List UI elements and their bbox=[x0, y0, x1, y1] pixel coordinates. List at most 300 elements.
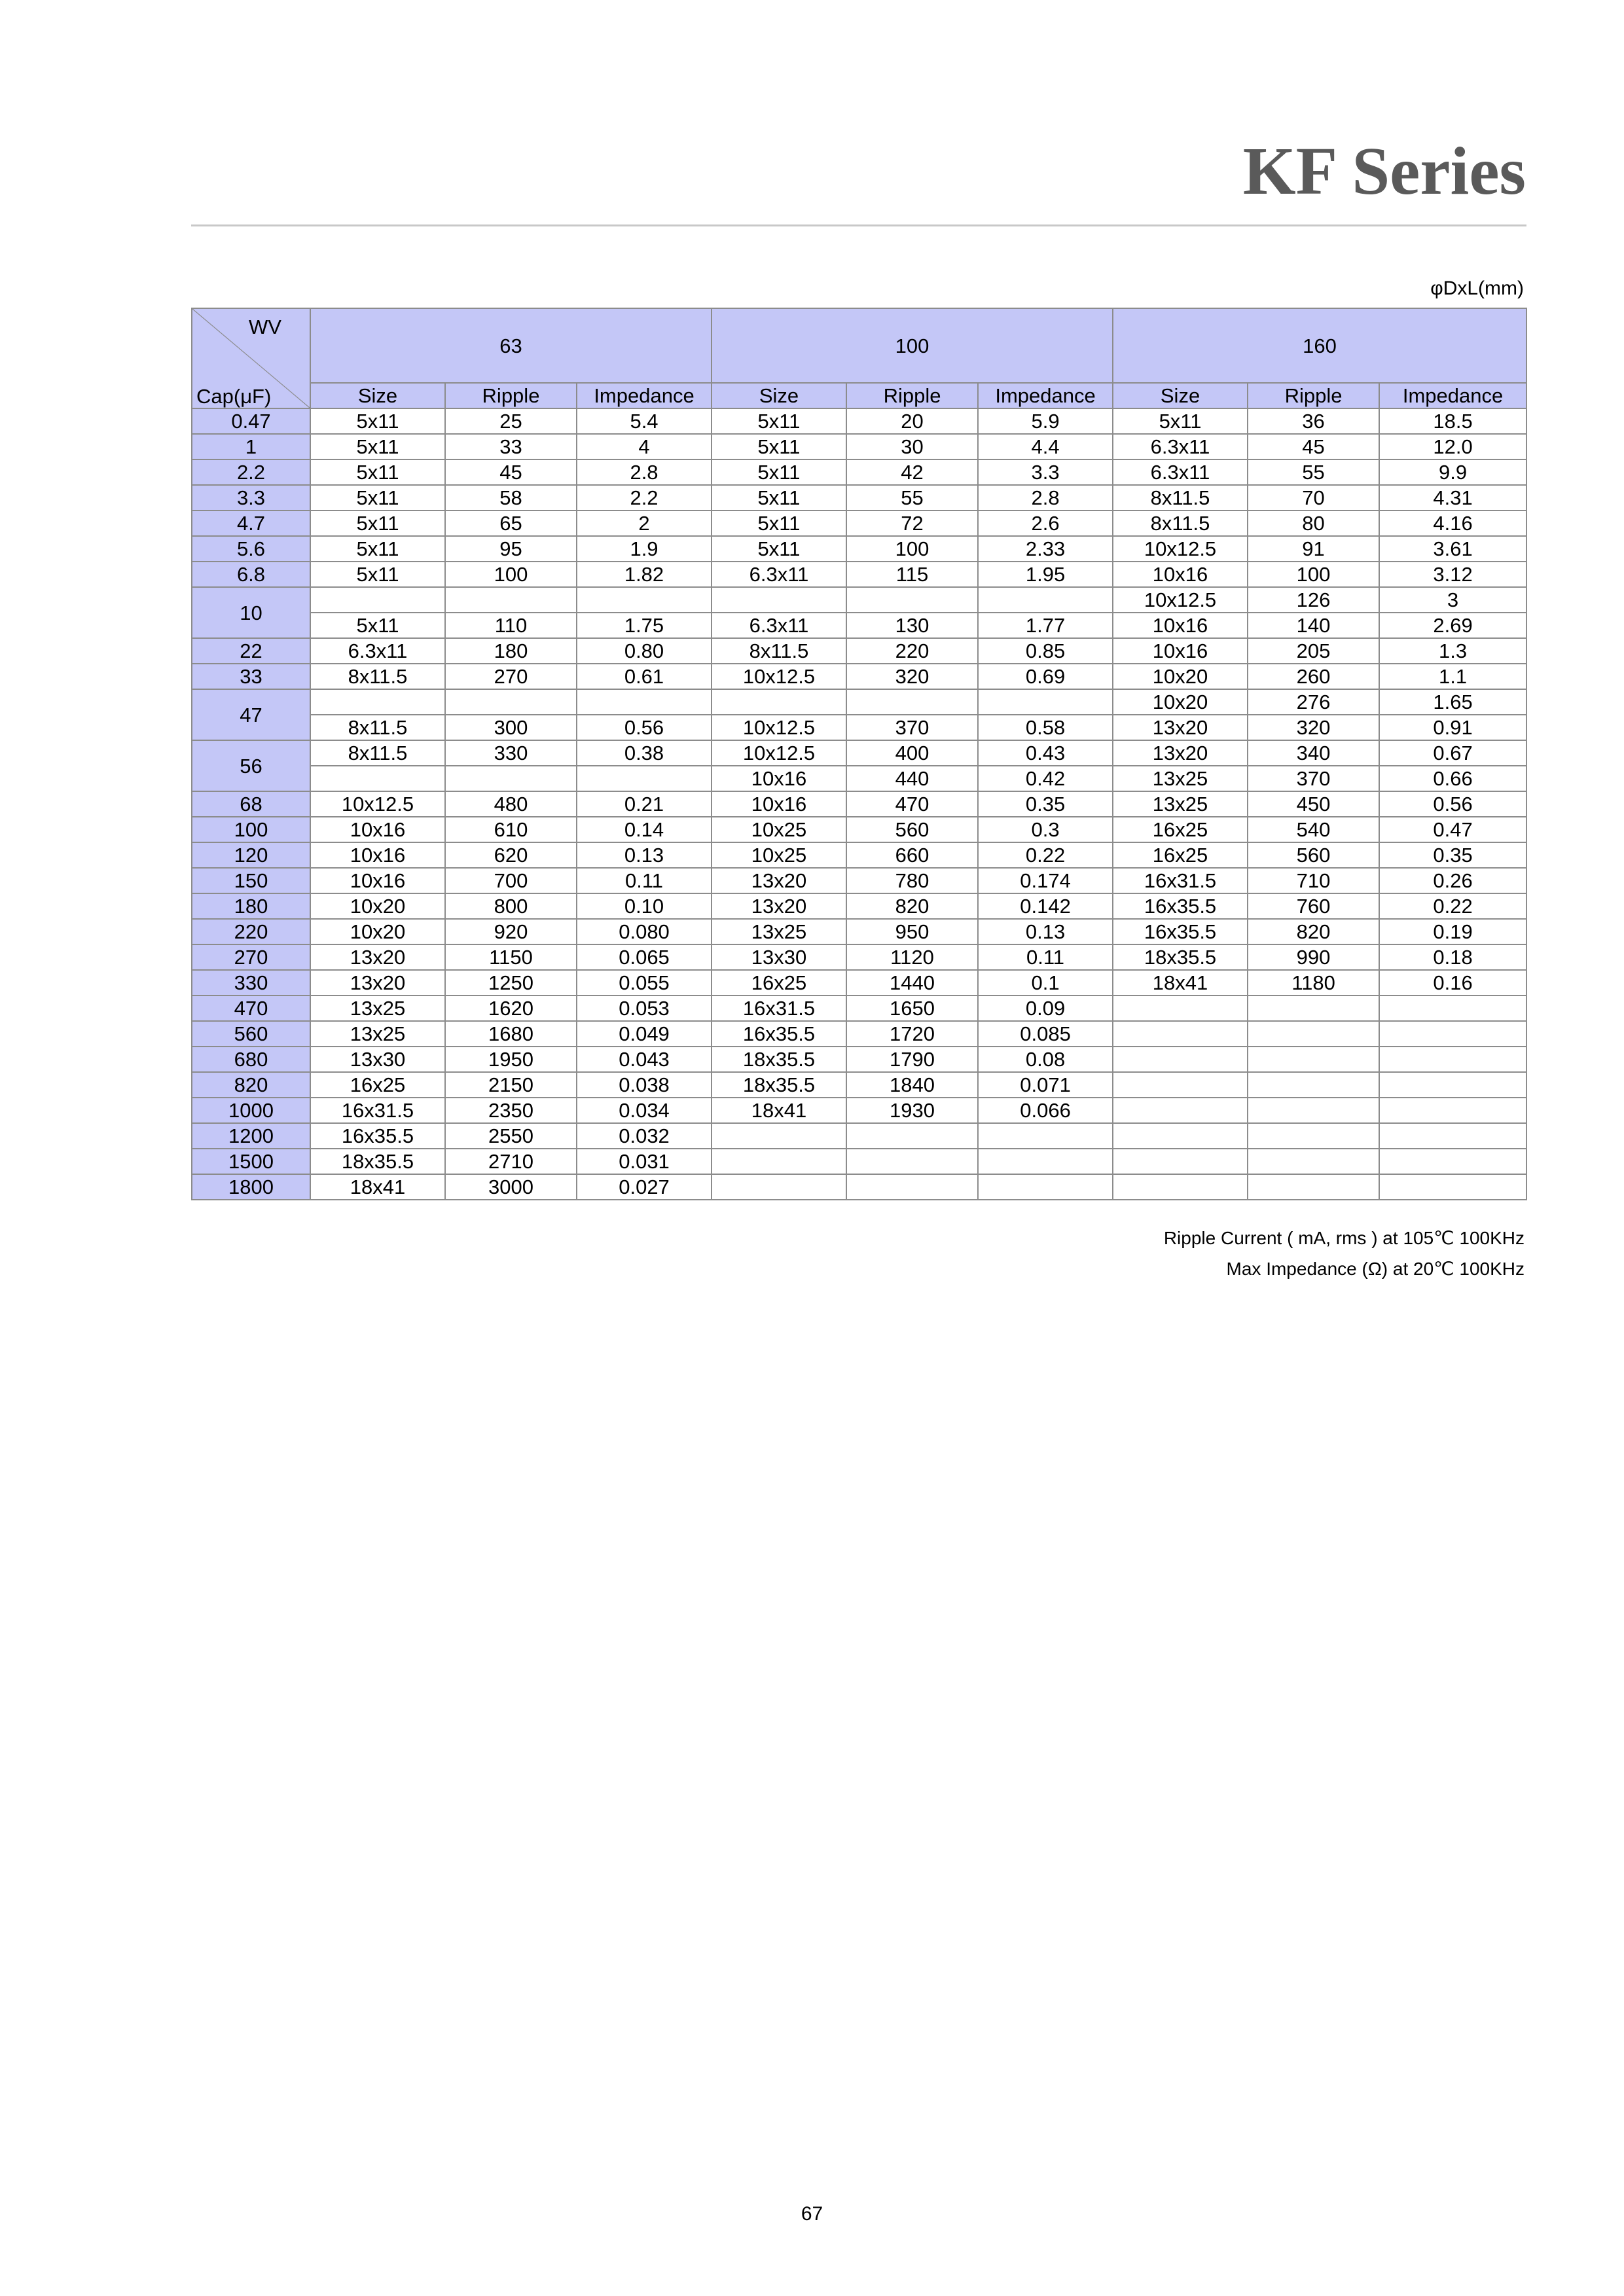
impedance-cell: 0.66 bbox=[1379, 766, 1526, 791]
ripple-cell bbox=[445, 587, 577, 613]
sub-header-row bbox=[192, 383, 1526, 408]
size-cell: 10x16 bbox=[1113, 562, 1248, 587]
impedance-cell: 2.8 bbox=[978, 485, 1113, 511]
impedance-cell bbox=[978, 689, 1113, 715]
size-cell: 10x16 bbox=[1113, 613, 1248, 638]
impedance-cell: 0.58 bbox=[978, 715, 1113, 740]
table-row bbox=[192, 459, 1526, 485]
ripple-cell: 45 bbox=[445, 459, 577, 485]
table-row bbox=[192, 562, 1526, 587]
capacitance-cell: 56 bbox=[192, 740, 310, 791]
size-cell: 5x11 bbox=[310, 536, 445, 562]
impedance-cell: 1.77 bbox=[978, 613, 1113, 638]
ripple-cell: 440 bbox=[846, 766, 978, 791]
ripple-cell: 276 bbox=[1248, 689, 1379, 715]
size-cell: 5x11 bbox=[1113, 408, 1248, 434]
size-cell: 18x41 bbox=[1113, 970, 1248, 996]
capacitance-cell: 33 bbox=[192, 664, 310, 689]
ripple-cell: 58 bbox=[445, 485, 577, 511]
impedance-cell: 3.12 bbox=[1379, 562, 1526, 587]
impedance-cell: 0.049 bbox=[577, 1021, 712, 1047]
ripple-cell: 370 bbox=[1248, 766, 1379, 791]
capacitance-cell: 5.6 bbox=[192, 536, 310, 562]
ripple-cell: 100 bbox=[846, 536, 978, 562]
size-cell: 8x11.5 bbox=[310, 664, 445, 689]
ripple-cell: 205 bbox=[1248, 638, 1379, 664]
size-cell: 13x25 bbox=[1113, 766, 1248, 791]
ripple-cell bbox=[1248, 1149, 1379, 1174]
ripple-cell: 710 bbox=[1248, 868, 1379, 893]
capacitance-cell: 3.3 bbox=[192, 485, 310, 511]
ripple-cell: 130 bbox=[846, 613, 978, 638]
table-row bbox=[192, 970, 1526, 996]
impedance-cell bbox=[1379, 1174, 1526, 1200]
voltage-header-63: 63 bbox=[310, 308, 712, 383]
size-cell: 13x20 bbox=[310, 944, 445, 970]
table-row bbox=[192, 408, 1526, 434]
size-cell: 16x25 bbox=[712, 970, 846, 996]
impedance-cell: 0.142 bbox=[978, 893, 1113, 919]
ripple-cell: 340 bbox=[1248, 740, 1379, 766]
page-title: KF Series bbox=[1242, 134, 1526, 209]
impedance-cell: 0.14 bbox=[577, 817, 712, 842]
size-cell: 5x11 bbox=[712, 434, 846, 459]
ripple-cell: 620 bbox=[445, 842, 577, 868]
footnotes bbox=[1164, 1223, 1525, 1284]
table-row bbox=[192, 1149, 1526, 1174]
size-cell: 16x25 bbox=[1113, 817, 1248, 842]
ripple-cell: 950 bbox=[846, 919, 978, 944]
capacitance-cell: 0.47 bbox=[192, 408, 310, 434]
size-cell bbox=[712, 587, 846, 613]
ripple-cell: 36 bbox=[1248, 408, 1379, 434]
ripple-cell: 560 bbox=[1248, 842, 1379, 868]
impedance-cell: 0.08 bbox=[978, 1047, 1113, 1072]
size-cell: 10x16 bbox=[310, 842, 445, 868]
table-row bbox=[192, 766, 1526, 791]
ripple-cell: 1790 bbox=[846, 1047, 978, 1072]
capacitance-cell: 1800 bbox=[192, 1174, 310, 1200]
impedance-cell: 2.69 bbox=[1379, 613, 1526, 638]
ripple-cell: 45 bbox=[1248, 434, 1379, 459]
impedance-cell: 0.26 bbox=[1379, 868, 1526, 893]
size-header: Size bbox=[1113, 383, 1248, 408]
table-row bbox=[192, 791, 1526, 817]
impedance-header: Impedance bbox=[577, 383, 712, 408]
impedance-cell: 0.56 bbox=[1379, 791, 1526, 817]
table-row bbox=[192, 1072, 1526, 1098]
size-cell bbox=[712, 1149, 846, 1174]
max-impedance-note: Max Impedance (Ω) at 20℃ 100KHz bbox=[1226, 1259, 1525, 1279]
ripple-cell: 800 bbox=[445, 893, 577, 919]
ripple-cell bbox=[1248, 1098, 1379, 1123]
ripple-cell: 1650 bbox=[846, 996, 978, 1021]
ripple-cell: 400 bbox=[846, 740, 978, 766]
impedance-cell: 0.10 bbox=[577, 893, 712, 919]
size-cell: 5x11 bbox=[712, 459, 846, 485]
capacitance-cell: 180 bbox=[192, 893, 310, 919]
impedance-cell: 0.18 bbox=[1379, 944, 1526, 970]
ripple-cell: 25 bbox=[445, 408, 577, 434]
size-cell: 5x11 bbox=[310, 511, 445, 536]
ripple-cell bbox=[846, 689, 978, 715]
impedance-cell: 0.027 bbox=[577, 1174, 712, 1200]
impedance-cell bbox=[978, 587, 1113, 613]
ripple-cell: 300 bbox=[445, 715, 577, 740]
ripple-cell: 1930 bbox=[846, 1098, 978, 1123]
impedance-cell: 3.61 bbox=[1379, 536, 1526, 562]
size-cell: 13x25 bbox=[310, 1021, 445, 1047]
impedance-cell: 18.5 bbox=[1379, 408, 1526, 434]
impedance-cell: 0.031 bbox=[577, 1149, 712, 1174]
size-cell: 10x16 bbox=[310, 817, 445, 842]
impedance-cell: 0.071 bbox=[978, 1072, 1113, 1098]
ripple-cell: 990 bbox=[1248, 944, 1379, 970]
size-cell: 8x11.5 bbox=[712, 638, 846, 664]
size-cell: 6.3x11 bbox=[712, 613, 846, 638]
size-cell: 5x11 bbox=[310, 485, 445, 511]
capacitance-cell: 2.2 bbox=[192, 459, 310, 485]
ripple-cell: 320 bbox=[846, 664, 978, 689]
impedance-cell: 0.038 bbox=[577, 1072, 712, 1098]
impedance-cell: 0.47 bbox=[1379, 817, 1526, 842]
size-cell: 13x30 bbox=[310, 1047, 445, 1072]
impedance-cell: 0.066 bbox=[978, 1098, 1113, 1123]
impedance-cell: 0.85 bbox=[978, 638, 1113, 664]
table-row bbox=[192, 536, 1526, 562]
size-cell bbox=[1113, 1149, 1248, 1174]
table-row bbox=[192, 842, 1526, 868]
impedance-cell: 3.3 bbox=[978, 459, 1113, 485]
ripple-cell: 820 bbox=[846, 893, 978, 919]
ripple-cell bbox=[445, 689, 577, 715]
kf-series-spec-table bbox=[191, 308, 1527, 1200]
ripple-cell: 450 bbox=[1248, 791, 1379, 817]
ripple-cell: 1180 bbox=[1248, 970, 1379, 996]
size-cell: 18x35.5 bbox=[310, 1149, 445, 1174]
ripple-cell: 72 bbox=[846, 511, 978, 536]
impedance-cell: 1.75 bbox=[577, 613, 712, 638]
size-cell: 10x12.5 bbox=[1113, 587, 1248, 613]
ripple-current-note: Ripple Current ( mA, rms ) at 105℃ 100KHz bbox=[1163, 1228, 1525, 1248]
size-cell: 10x20 bbox=[1113, 664, 1248, 689]
impedance-cell: 0.1 bbox=[978, 970, 1113, 996]
ripple-cell: 330 bbox=[445, 740, 577, 766]
impedance-cell: 3 bbox=[1379, 587, 1526, 613]
size-cell: 16x31.5 bbox=[310, 1098, 445, 1123]
table-row bbox=[192, 1021, 1526, 1047]
size-cell: 10x12.5 bbox=[712, 664, 846, 689]
size-cell: 16x35.5 bbox=[712, 1021, 846, 1047]
impedance-header: Impedance bbox=[1379, 383, 1526, 408]
ripple-cell bbox=[846, 587, 978, 613]
size-cell: 10x25 bbox=[712, 842, 846, 868]
ripple-cell bbox=[1248, 1072, 1379, 1098]
table-row bbox=[192, 996, 1526, 1021]
impedance-cell bbox=[978, 1149, 1113, 1174]
size-cell: 6.3x11 bbox=[712, 562, 846, 587]
size-cell: 5x11 bbox=[712, 511, 846, 536]
size-cell: 10x16 bbox=[712, 766, 846, 791]
size-cell: 16x31.5 bbox=[712, 996, 846, 1021]
size-header: Size bbox=[712, 383, 846, 408]
size-cell: 18x41 bbox=[310, 1174, 445, 1200]
impedance-cell bbox=[1379, 1123, 1526, 1149]
size-cell: 6.3x11 bbox=[1113, 434, 1248, 459]
table-row bbox=[192, 485, 1526, 511]
size-cell: 5x11 bbox=[712, 485, 846, 511]
ripple-cell: 30 bbox=[846, 434, 978, 459]
capacitance-cell: 270 bbox=[192, 944, 310, 970]
size-cell: 10x20 bbox=[310, 893, 445, 919]
size-cell: 5x11 bbox=[712, 536, 846, 562]
impedance-cell: 5.4 bbox=[577, 408, 712, 434]
ripple-cell: 610 bbox=[445, 817, 577, 842]
impedance-cell: 2.8 bbox=[577, 459, 712, 485]
size-cell: 8x11.5 bbox=[310, 740, 445, 766]
impedance-cell bbox=[577, 766, 712, 791]
size-cell bbox=[1113, 1021, 1248, 1047]
table-row bbox=[192, 715, 1526, 740]
size-cell: 13x20 bbox=[712, 868, 846, 893]
size-cell: 16x35.5 bbox=[1113, 893, 1248, 919]
size-cell: 5x11 bbox=[712, 408, 846, 434]
ripple-cell: 1150 bbox=[445, 944, 577, 970]
ripple-cell: 320 bbox=[1248, 715, 1379, 740]
table-row bbox=[192, 1047, 1526, 1072]
table-corner-cell bbox=[192, 308, 310, 408]
impedance-cell: 1.9 bbox=[577, 536, 712, 562]
ripple-cell: 370 bbox=[846, 715, 978, 740]
impedance-cell bbox=[1379, 996, 1526, 1021]
size-cell bbox=[310, 689, 445, 715]
table-row bbox=[192, 817, 1526, 842]
size-cell bbox=[1113, 996, 1248, 1021]
size-cell: 10x16 bbox=[1113, 638, 1248, 664]
impedance-cell bbox=[1379, 1021, 1526, 1047]
ripple-cell: 42 bbox=[846, 459, 978, 485]
impedance-cell: 2 bbox=[577, 511, 712, 536]
table-row bbox=[192, 434, 1526, 459]
ripple-cell: 2350 bbox=[445, 1098, 577, 1123]
size-cell: 16x31.5 bbox=[1113, 868, 1248, 893]
ripple-cell: 540 bbox=[1248, 817, 1379, 842]
capacitance-cell: 10 bbox=[192, 587, 310, 638]
ripple-cell: 100 bbox=[1248, 562, 1379, 587]
size-cell: 5x11 bbox=[310, 434, 445, 459]
impedance-cell: 0.09 bbox=[978, 996, 1113, 1021]
capacitance-cell: 1000 bbox=[192, 1098, 310, 1123]
ripple-cell: 820 bbox=[1248, 919, 1379, 944]
size-cell: 18x41 bbox=[712, 1098, 846, 1123]
capacitance-cell: 330 bbox=[192, 970, 310, 996]
ripple-cell: 1720 bbox=[846, 1021, 978, 1047]
size-cell bbox=[712, 1123, 846, 1149]
size-cell bbox=[712, 1174, 846, 1200]
ripple-cell: 1620 bbox=[445, 996, 577, 1021]
size-cell: 10x12.5 bbox=[712, 715, 846, 740]
ripple-cell: 2150 bbox=[445, 1072, 577, 1098]
impedance-cell: 0.13 bbox=[577, 842, 712, 868]
impedance-cell bbox=[1379, 1098, 1526, 1123]
size-cell: 6.3x11 bbox=[1113, 459, 1248, 485]
impedance-cell bbox=[1379, 1047, 1526, 1072]
ripple-header: Ripple bbox=[846, 383, 978, 408]
impedance-cell: 4.16 bbox=[1379, 511, 1526, 536]
impedance-cell bbox=[577, 587, 712, 613]
impedance-cell: 1.65 bbox=[1379, 689, 1526, 715]
ripple-cell bbox=[846, 1174, 978, 1200]
impedance-cell: 0.080 bbox=[577, 919, 712, 944]
ripple-cell bbox=[846, 1149, 978, 1174]
impedance-header: Impedance bbox=[978, 383, 1113, 408]
ripple-cell: 1680 bbox=[445, 1021, 577, 1047]
size-cell: 5x11 bbox=[310, 408, 445, 434]
table-row bbox=[192, 511, 1526, 536]
ripple-cell: 55 bbox=[846, 485, 978, 511]
size-cell: 8x11.5 bbox=[310, 715, 445, 740]
size-cell bbox=[310, 766, 445, 791]
impedance-cell: 1.82 bbox=[577, 562, 712, 587]
size-cell bbox=[1113, 1174, 1248, 1200]
ripple-cell: 65 bbox=[445, 511, 577, 536]
impedance-cell: 0.174 bbox=[978, 868, 1113, 893]
ripple-cell bbox=[445, 766, 577, 791]
ripple-cell: 660 bbox=[846, 842, 978, 868]
capacitance-cell: 560 bbox=[192, 1021, 310, 1047]
ripple-cell: 1950 bbox=[445, 1047, 577, 1072]
size-cell: 16x35.5 bbox=[1113, 919, 1248, 944]
impedance-cell: 0.67 bbox=[1379, 740, 1526, 766]
ripple-cell: 760 bbox=[1248, 893, 1379, 919]
capacitance-cell: 68 bbox=[192, 791, 310, 817]
table-row bbox=[192, 1174, 1526, 1200]
page-number: 67 bbox=[801, 2203, 823, 2225]
impedance-cell: 1.95 bbox=[978, 562, 1113, 587]
ripple-cell: 33 bbox=[445, 434, 577, 459]
impedance-cell: 5.9 bbox=[978, 408, 1113, 434]
table-row bbox=[192, 587, 1526, 613]
size-cell: 13x25 bbox=[712, 919, 846, 944]
impedance-cell: 0.56 bbox=[577, 715, 712, 740]
table-row bbox=[192, 1098, 1526, 1123]
size-cell: 13x20 bbox=[712, 893, 846, 919]
impedance-cell: 0.35 bbox=[1379, 842, 1526, 868]
size-cell: 8x11.5 bbox=[1113, 511, 1248, 536]
ripple-cell: 270 bbox=[445, 664, 577, 689]
size-cell: 13x20 bbox=[310, 970, 445, 996]
wv-label: WV bbox=[249, 315, 281, 338]
size-cell: 10x12.5 bbox=[1113, 536, 1248, 562]
dimension-unit-note: φDxL(mm) bbox=[1430, 278, 1524, 299]
ripple-cell: 140 bbox=[1248, 613, 1379, 638]
ripple-cell: 480 bbox=[445, 791, 577, 817]
ripple-cell: 20 bbox=[846, 408, 978, 434]
size-cell: 5x11 bbox=[310, 562, 445, 587]
size-cell: 16x35.5 bbox=[310, 1123, 445, 1149]
impedance-cell: 0.19 bbox=[1379, 919, 1526, 944]
table-row bbox=[192, 1123, 1526, 1149]
size-cell: 8x11.5 bbox=[1113, 485, 1248, 511]
size-cell: 13x20 bbox=[1113, 715, 1248, 740]
size-cell: 18x35.5 bbox=[712, 1047, 846, 1072]
ripple-cell: 180 bbox=[445, 638, 577, 664]
impedance-cell: 0.22 bbox=[978, 842, 1113, 868]
size-cell: 16x25 bbox=[1113, 842, 1248, 868]
size-cell: 10x16 bbox=[310, 868, 445, 893]
ripple-cell: 2710 bbox=[445, 1149, 577, 1174]
ripple-cell: 70 bbox=[1248, 485, 1379, 511]
table-row bbox=[192, 689, 1526, 715]
ripple-cell bbox=[1248, 996, 1379, 1021]
table-row bbox=[192, 868, 1526, 893]
ripple-cell: 1250 bbox=[445, 970, 577, 996]
capacitance-cell: 100 bbox=[192, 817, 310, 842]
ripple-cell: 560 bbox=[846, 817, 978, 842]
capacitance-cell: 6.8 bbox=[192, 562, 310, 587]
capacitance-cell: 1 bbox=[192, 434, 310, 459]
ripple-cell: 220 bbox=[846, 638, 978, 664]
impedance-cell: 0.35 bbox=[978, 791, 1113, 817]
size-cell: 13x25 bbox=[310, 996, 445, 1021]
table-row bbox=[192, 893, 1526, 919]
ripple-cell: 55 bbox=[1248, 459, 1379, 485]
ripple-cell: 91 bbox=[1248, 536, 1379, 562]
size-cell: 5x11 bbox=[310, 613, 445, 638]
ripple-cell: 115 bbox=[846, 562, 978, 587]
capacitance-cell: 120 bbox=[192, 842, 310, 868]
title-divider bbox=[191, 224, 1526, 226]
impedance-cell: 0.42 bbox=[978, 766, 1113, 791]
impedance-cell: 2.33 bbox=[978, 536, 1113, 562]
size-cell: 10x20 bbox=[1113, 689, 1248, 715]
impedance-cell: 9.9 bbox=[1379, 459, 1526, 485]
size-cell bbox=[1113, 1123, 1248, 1149]
impedance-cell: 0.3 bbox=[978, 817, 1113, 842]
impedance-cell: 0.13 bbox=[978, 919, 1113, 944]
impedance-cell: 12.0 bbox=[1379, 434, 1526, 459]
ripple-cell: 700 bbox=[445, 868, 577, 893]
impedance-cell: 0.11 bbox=[577, 868, 712, 893]
size-cell: 16x25 bbox=[310, 1072, 445, 1098]
impedance-cell: 1.3 bbox=[1379, 638, 1526, 664]
capacitance-cell: 220 bbox=[192, 919, 310, 944]
table-row bbox=[192, 613, 1526, 638]
ripple-cell: 3000 bbox=[445, 1174, 577, 1200]
impedance-cell: 4 bbox=[577, 434, 712, 459]
table-row bbox=[192, 944, 1526, 970]
size-cell bbox=[310, 587, 445, 613]
size-cell: 13x20 bbox=[1113, 740, 1248, 766]
capacitance-cell: 680 bbox=[192, 1047, 310, 1072]
impedance-cell: 0.032 bbox=[577, 1123, 712, 1149]
impedance-cell: 4.4 bbox=[978, 434, 1113, 459]
size-cell bbox=[1113, 1072, 1248, 1098]
ripple-header: Ripple bbox=[1248, 383, 1379, 408]
ripple-cell: 126 bbox=[1248, 587, 1379, 613]
impedance-cell: 0.085 bbox=[978, 1021, 1113, 1047]
impedance-cell bbox=[577, 689, 712, 715]
table-row bbox=[192, 638, 1526, 664]
table-row bbox=[192, 919, 1526, 944]
impedance-cell: 0.043 bbox=[577, 1047, 712, 1072]
capacitance-cell: 1500 bbox=[192, 1149, 310, 1174]
impedance-cell: 0.80 bbox=[577, 638, 712, 664]
impedance-cell: 2.6 bbox=[978, 511, 1113, 536]
size-cell bbox=[1113, 1047, 1248, 1072]
ripple-cell: 780 bbox=[846, 868, 978, 893]
capacitance-cell: 470 bbox=[192, 996, 310, 1021]
